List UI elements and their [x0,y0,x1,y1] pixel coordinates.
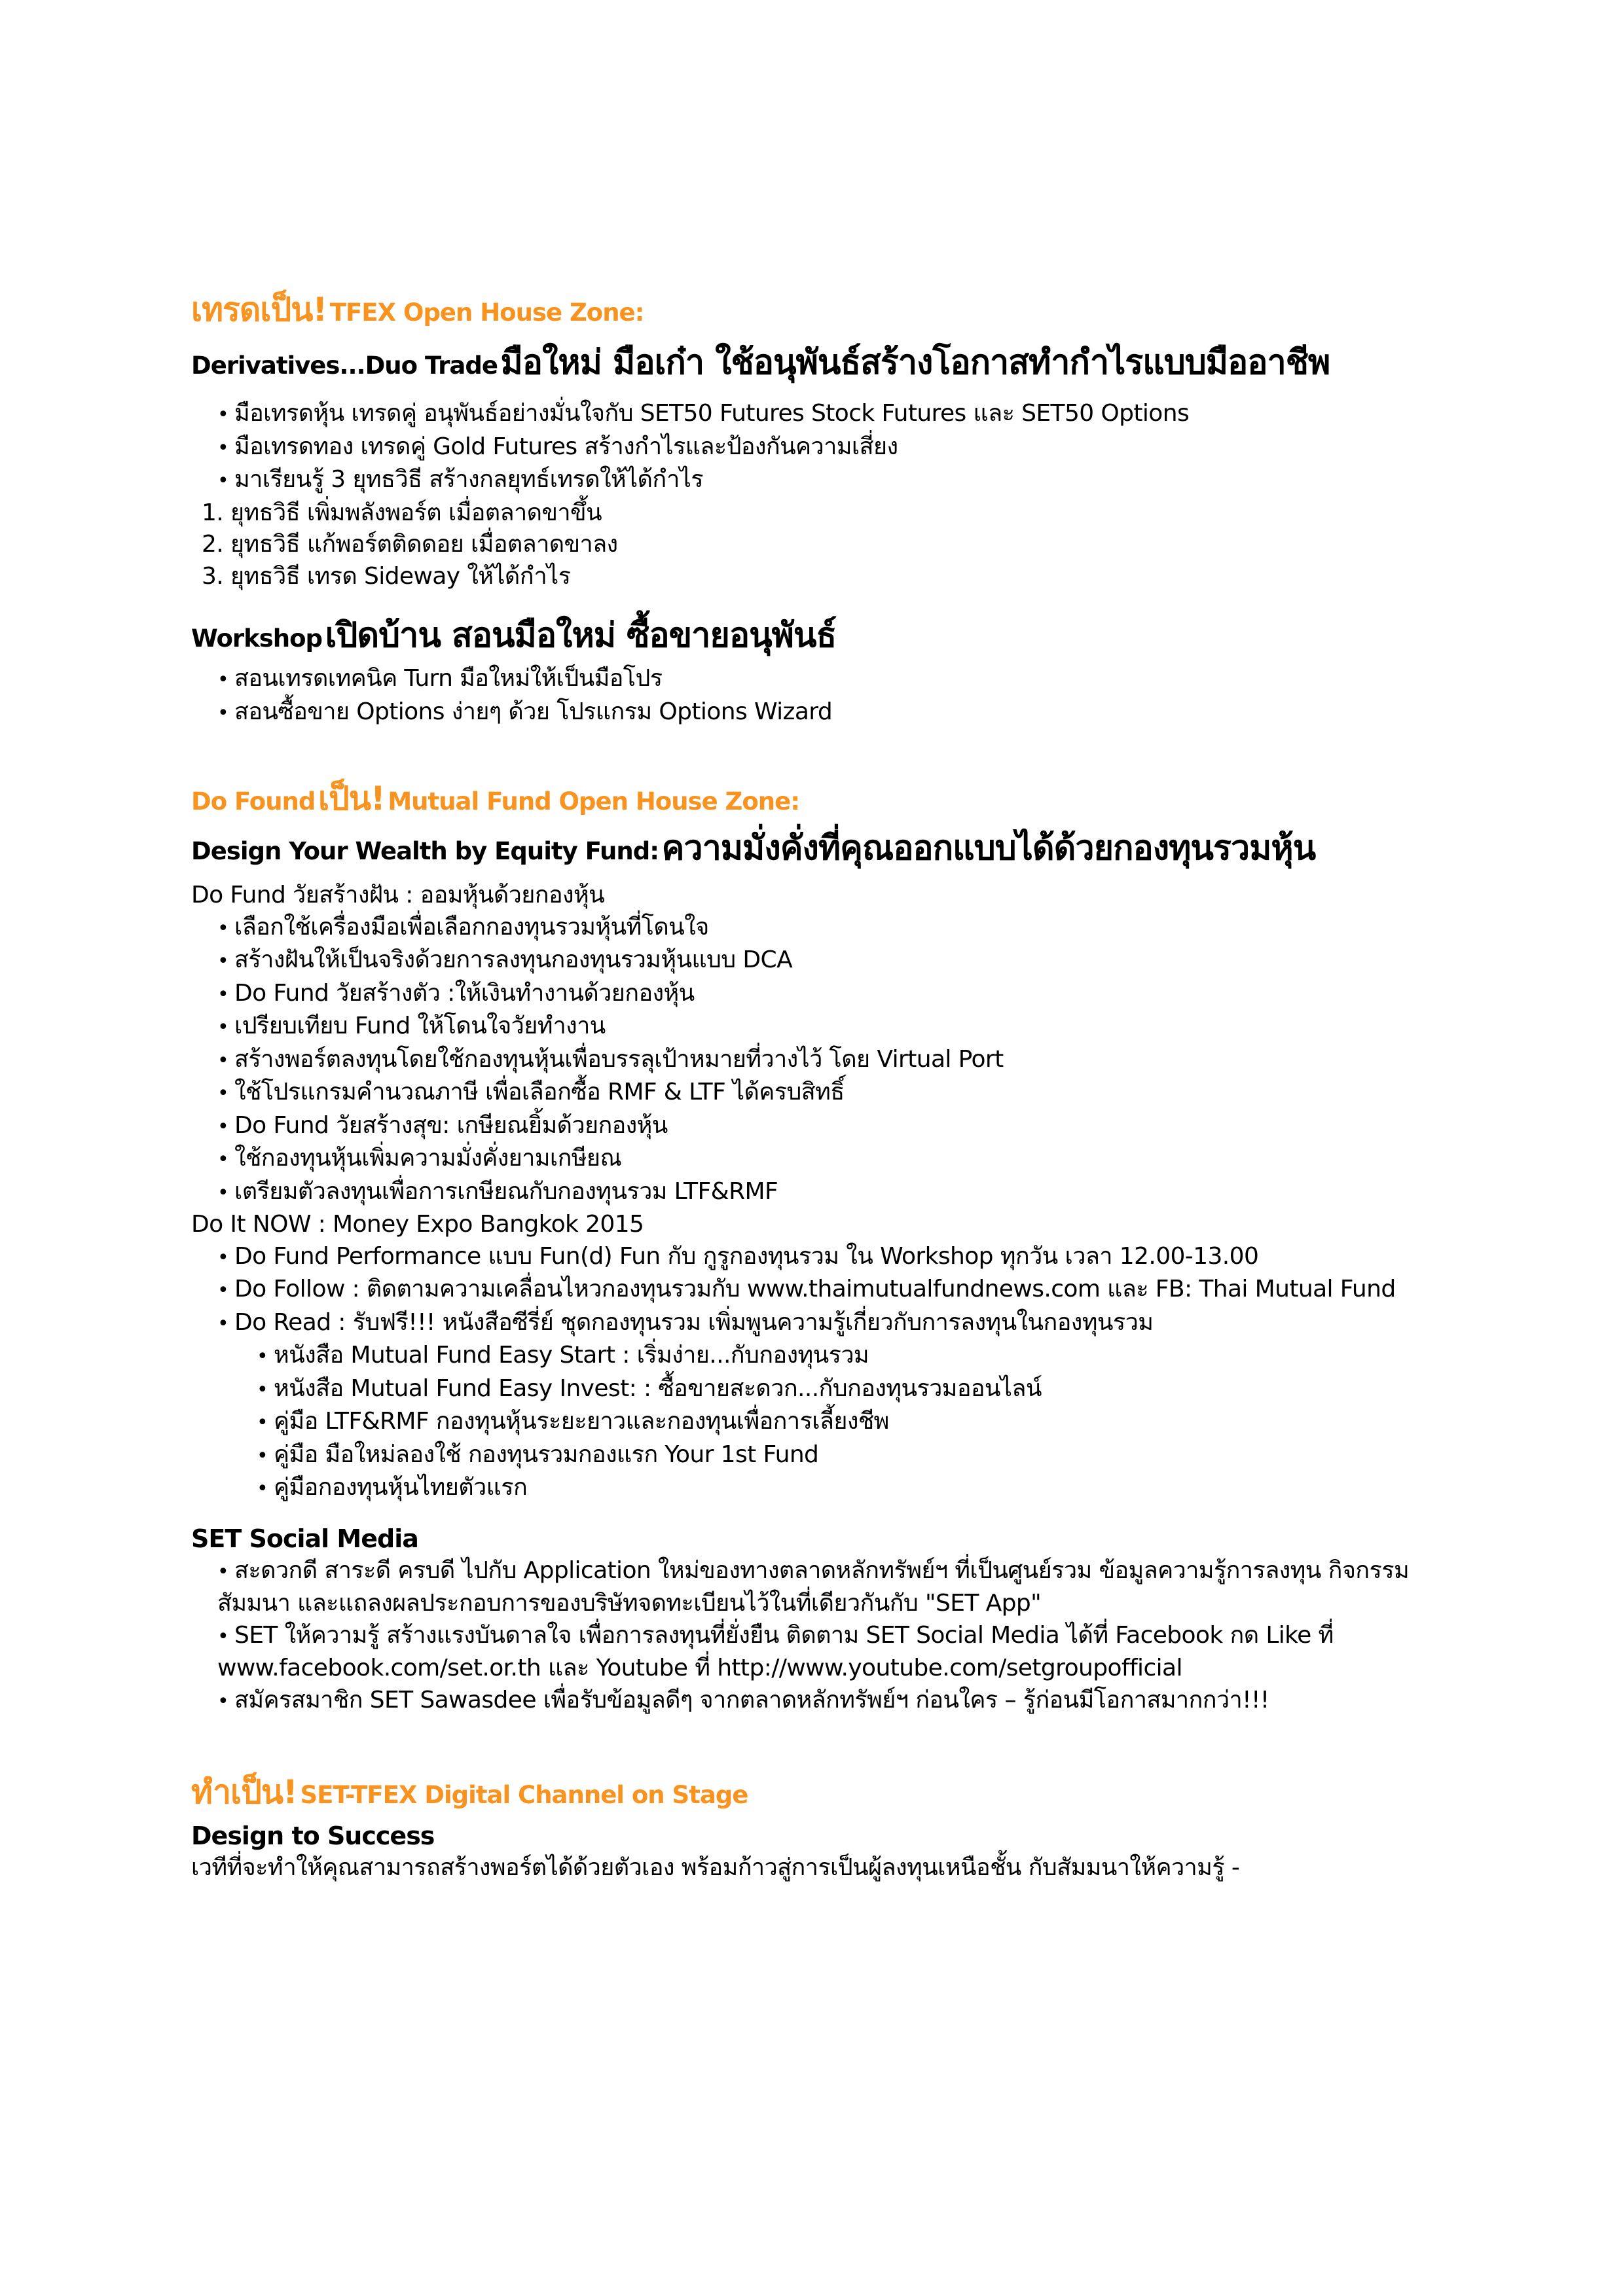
bullet-icon: • [217,1689,229,1713]
zone-heading-english: SET-TFEX Digital Channel on Stage [300,1781,748,1809]
zone-heading-english: Do Found [191,787,316,816]
workshop-heading-thai: เปิดบ้าน สอนมือใหม่ ซื้อขายอนุพันธ์ [325,616,837,655]
list-item [191,1077,1448,1110]
sub-list-item [191,1439,1448,1473]
list-item-text: ใช้โปรแกรมคำนวณภาษี เพื่อเลือกซื้อ RMF & LTF ได้ครบสิทธิ์ [234,1079,845,1105]
list-item-text: เตรียมตัวลงทุนเพื่อการเกษียณกับกองทุนรวม LTF&RMF [234,1177,778,1205]
list-item-text: มือเทรดทอง เทรดคู่ Gold Futures สร้างกำไรและป้องกันความเสี่ยง [234,433,898,460]
zone-heading-tfex [191,288,1448,339]
subheading-fund [191,825,1435,880]
bullet-icon: • [257,1477,268,1500]
stage-subheading: Design to Success [191,1821,435,1850]
sub-list-item [191,1472,1448,1505]
bullet-icon: • [257,1411,268,1434]
subheading-thai: ความมั่งคั่งที่คุณออกแบบได้ด้วยกองทุนรวมหุ้น [661,829,1316,868]
list-item [191,1143,1448,1176]
section-social-media [191,1522,1448,1718]
social-media-heading: SET Social Media [191,1524,418,1553]
list-item [191,696,1448,730]
list-item [191,1274,1448,1307]
bullet-icon: • [217,1115,229,1138]
section-stage [191,1772,1448,1884]
list-item-text: คู่มือ มือใหม่ลองใช้ กองทุนรวมกองแรก Your 1st Fund [274,1441,819,1468]
list-item [191,1685,1448,1718]
bullet-icon: • [257,1378,268,1401]
subheading-english: Design Your Wealth by Equity Fund: [191,837,659,865]
list-item [191,1011,1448,1044]
list-item-text: สอนเทรดเทคนิค Turn มือใหม่ให้เป็นมือโปร [234,665,663,692]
list-item-text: หนังสือ Mutual Fund Easy Start : เริ่มง่าย...กับกองทุนรวม [274,1342,869,1369]
list-item-text: Do Read : รับฟรี!!! หนังสือซีรี่ย์ ชุดกองทุนรวม เพิ่มพูนความรู้เกี่ยวกับการลงทุนในกองทุนรวม [234,1308,1154,1336]
list-item-text: สอนซื้อขาย Options ง่ายๆ ด้วย โปรแกรม Options Wizard [234,698,833,725]
bullet-icon: • [217,403,229,426]
list-item-text: สะดวกดี สาระดี ครบดี ไปกับ Application ใหม่ของทางตลาดหลักทรัพย์ฯ ที่เป็นศูนย์รวม ข้อมูลความรู้การลงทุน กิจกรรมสัมมนา และแถลงผลประกอบการของบริษัทจดทะเบียนไว้ในที่เดียวกันกับ "SET App" [217,1556,1410,1617]
bullet-icon: • [217,701,229,725]
list-item-text: คู่มือ LTF&RMF กองทุนหุ้นระยะยาวและกองทุนเพื่อการเลี้ยงชีพ [274,1408,889,1435]
bullet-icon: • [217,1181,229,1204]
list-item [191,1241,1448,1274]
zone-heading-thai: เป็น! [318,780,385,817]
bullet-icon: • [217,1312,229,1335]
list-item-text: สร้างฝันให้เป็นจริงด้วยการลงทุนกองทุนรวมหุ้นแบบ DCA [234,946,793,973]
list-item-text: เปรียบเทียบ Fund ให้โดนใจวัยทำงาน [234,1013,606,1039]
bullet-icon: • [217,1246,229,1269]
list-item [191,663,1448,696]
subheading-tfex [191,339,1422,394]
bullet-icon: • [217,916,229,940]
subheading-english: Derivatives...Duo Trade [191,351,498,380]
list-item-text: หนังสือ Mutual Fund Easy Invest: : ซื้อขายสะดวก...กับกองทุนรวมออนไลน์ [274,1374,1042,1402]
zone-heading-thai: ทำเป็น! [191,1773,297,1811]
list-item-text: Do Fund วัยสร้างสุข: เกษียณยิ้มด้วยกองหุ้น [234,1111,668,1139]
list-item-text: สร้างพอร์ตลงทุนโดยใช้กองทุนหุ้นเพื่อบรรลุเป้าหมายที่วางไว้ โดย Virtual Port [234,1045,1004,1073]
list-item [191,431,1448,465]
list-item [191,978,1448,1011]
list-item [191,1044,1448,1077]
bullet-icon: • [217,469,229,492]
sub-list-item [191,1340,1448,1373]
list-item [191,464,1448,497]
do-it-now-line: Do It NOW : Money Expo Bangkok 2015 [191,1211,644,1238]
list-item [191,944,1448,978]
bullet-icon: • [217,1016,229,1039]
zone-heading-stage [191,1772,1448,1820]
zone-heading-english-2: Mutual Fund Open House Zone: [388,787,800,816]
list-item-text: สมัครสมาชิก SET Sawasdee เพื่อรับข้อมูลดีๆ จากตลาดหลักทรัพย์ฯ ก่อนใคร – รู้ก่อนมีโอกาสมากกว่า!!! [234,1686,1269,1713]
bullet-icon: • [217,1279,229,1302]
workshop-heading-english: Workshop [191,624,323,653]
bullet-icon: • [217,436,229,459]
stage-body: เวทีที่จะทำให้คุณสามารถสร้างพอร์ตได้ด้วยตัวเอง พร้อมก้าวสู่การเป็นผู้ลงทุนเหนือชั้น กับสัมมนาให้ความรู้ - [191,1854,1240,1881]
zone-heading-thai: เทรดเป็น! [191,291,327,329]
bullet-icon: • [217,950,229,973]
list-item-text: คู่มือกองทุนหุ้นไทยตัวแรก [274,1474,528,1501]
bullet-icon: • [217,1049,229,1072]
list-item-text: มือเทรดหุ้น เทรดคู่ อนุพันธ์อย่างมั่นใจกับ SET50 Futures Stock Futures และ SET50 Options [234,400,1190,427]
bullet-icon: • [257,1444,268,1467]
subheading-thai: มือใหม่ มือเก๋า ใช้อนุพันธ์สร้างโอกาสทำกำไรแบบมืออาชีพ [500,343,1330,382]
list-item-text: SET ให้ความรู้ สร้างแรงบันดาลใจ เพื่อการลงทุนที่ยั่งยืน ติดตาม SET Social Media ได้ที่ Facebook กด Like ที่ www.facebook.com/set.or.th และ Youtube ที่ http://www.youtube.com/setgroupofficial [217,1621,1334,1681]
list-item-text: Do Fund Performance แบบ Fun(d) Fun กับ กูรูกองทุนรวม ใน Workshop ทุกวัน เวลา 12.00-13.00 [234,1242,1259,1270]
bullet-icon: • [217,668,229,691]
list-item [191,1176,1448,1210]
bullet-icon: • [217,1148,229,1171]
section-mutual-fund [191,780,1448,1505]
list-item [191,1307,1448,1340]
bullet-icon: • [217,982,229,1006]
list-item-text: Do Follow : ติดตามความเคลื่อนไหวกองทุนรวมกับ www.thaimutualfundnews.com และ FB: Thai Mutual Fund [234,1276,1396,1302]
bullet-icon: • [217,1560,229,1583]
zone-heading-english: TFEX Open House Zone: [329,298,644,327]
bullet-icon: • [217,1624,229,1648]
document-page [191,288,1448,1884]
list-item [191,1555,1448,1620]
section-tfex [191,288,1448,729]
list-item [191,912,1448,945]
bullet-icon: • [257,1345,268,1368]
workshop-heading [191,616,1448,663]
list-item [191,1110,1448,1143]
list-item-text: เลือกใช้เครื่องมือเพื่อเลือกกองทุนรวมหุ้นที่โดนใจ [234,913,709,941]
list-item [191,1620,1461,1685]
numbered-item: 2. ยุทธวิธี แก้พอร์ตติดดอย เมื่อตลาดขาลง [202,531,618,558]
intro-line: Do Fund วัยสร้างฝัน : ออมหุ้นด้วยกองหุ้น [191,882,605,908]
list-item-text: มาเรียนรู้ 3 ยุทธวิธี สร้างกลยุทธ์เทรดให้ได้กำไร [234,466,703,493]
list-item-text: ใช้กองทุนหุ้นเพิ่มความมั่งคั่งยามเกษียณ [234,1145,622,1172]
zone-heading-fund [191,780,1448,825]
numbered-item: 3. ยุทธวิธี เทรด Sideway ให้ได้กำไร [202,562,571,590]
sub-list-item [191,1406,1448,1439]
bullet-icon: • [217,1082,229,1105]
list-item-text: Do Fund วัยสร้างตัว :ให้เงินทำงานด้วยกองหุ้น [234,979,695,1007]
numbered-item: 1. ยุทธวิธี เพิ่มพลังพอร์ต เมื่อตลาดขาขึ้น [202,499,602,526]
sub-list-item [191,1373,1448,1407]
list-item [191,398,1448,431]
